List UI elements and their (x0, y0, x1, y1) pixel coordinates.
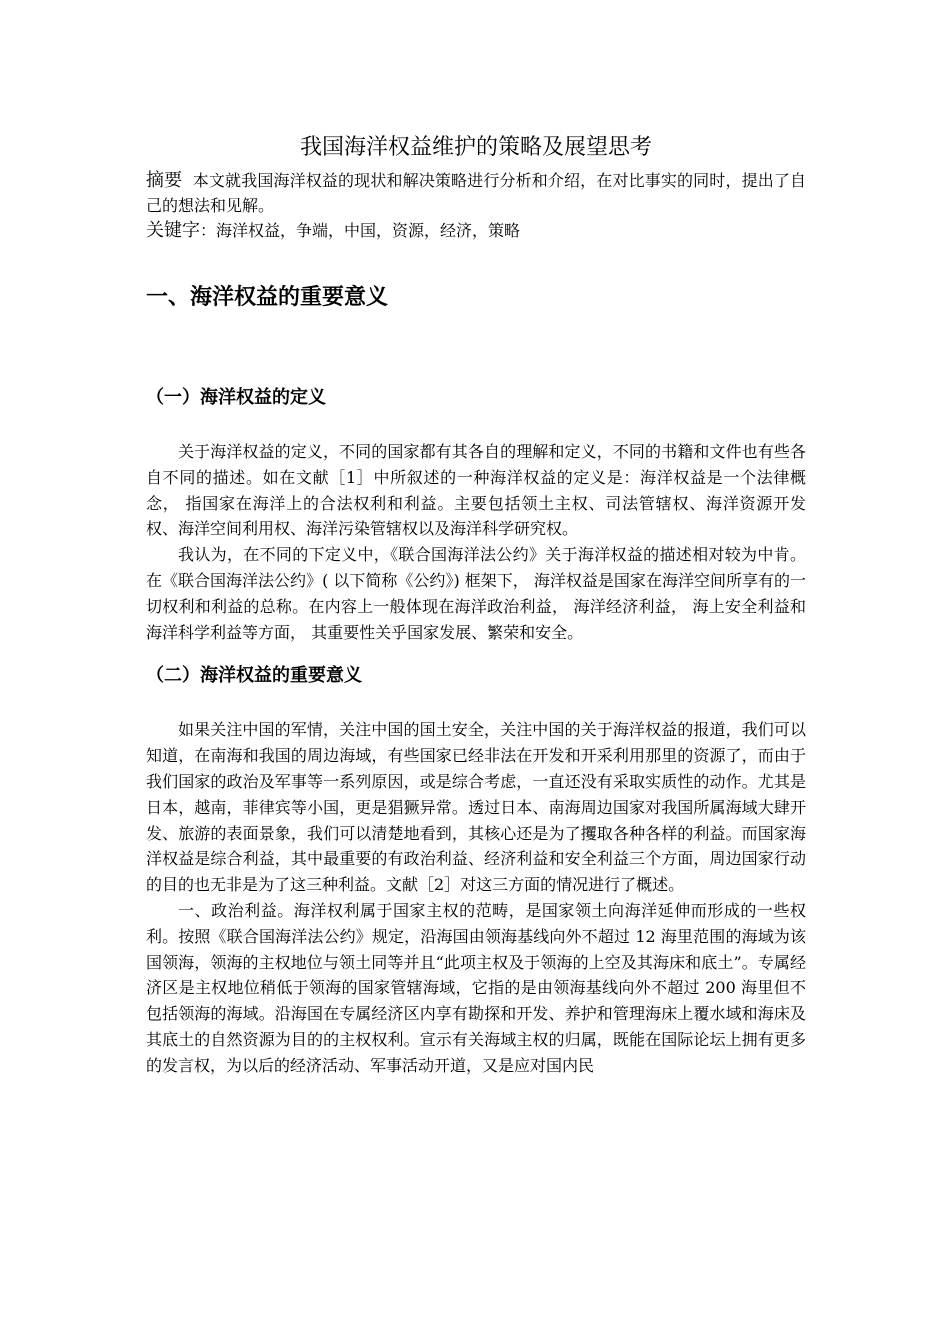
abstract-text: 本文就我国海洋权益的现状和解决策略进行分析和介绍，在对比事实的同时，提出了自己的想法和见解。 (146, 171, 807, 215)
subsection-heading: （二）海洋权益的重要意义 (146, 665, 362, 687)
paragraph: 如果关注中国的军情，关注中国的国土安全，关注中国的关于海洋权益的报道，我们可以知道，在南海和我国的周边海域，有些国家已经非法在开发和开采利用那里的资源了，而由于我们国家的政治及军事等一系列原因，或是综合考虑，一直还没有采取实质性的动作。尤其是日本，越南，菲律宾等小国，更是猖獗异常。透过日本、南海周边国家对我国所属海域大肆开发、旅游的表面景象，我们可以清楚地看到，其核心还是为了攫取各种各样的利益。而国家海洋权益是综合利益，其中最重要的有政治利益、经济利益和安全利益三个方面，周边国家行动的目的也无非是为了这三种利益。文献［2］对这三方面的情况进行了概述。 (146, 720, 806, 895)
keywords-label: 关键字 (146, 220, 200, 241)
document-title: 我国海洋权益维护的策略及展望思考 (299, 135, 652, 160)
abstract-label: 摘要 (146, 170, 183, 191)
subsection-heading: （一）海洋权益的定义 (146, 387, 326, 408)
section-heading: 一、海洋权益的重要意义 (146, 285, 389, 310)
keywords-text: ：海洋权益，争端，中国，资源，经济，策略 (200, 221, 521, 240)
paragraph: 我认为，在不同的下定义中，《联合国海洋法公约》关于海洋权益的描述相对较为中肯。在《联合国海洋法公约》( 以下简称《公约》) 框架下， 海洋权益是国家在海洋空间所享有的一切权利和利益的总称。在内容上一般体现在海洋政治利益， 海洋经济利益， 海上安全利益和海洋科学利益等方面， 其重要性关乎国家发展、繁荣和安全。 (146, 545, 806, 642)
abstract (146, 168, 806, 218)
document-body (146, 130, 806, 1079)
paragraph: 关于海洋权益的定义，不同的国家都有其各自的理解和定义，不同的书籍和文件也有些各自不同的描述。如在文献［1］中所叙述的一种海洋权益的定义是：海洋权益是一个法律概念， 指国家在海洋上的合法权利和利益。主要包括领土主权、司法管辖权、海洋资源开发权、海洋空间利用权、海洋污染管辖权以及海洋科学研究权。 (146, 442, 806, 539)
paragraph: 一、政治利益。海洋权利属于国家主权的范畴，是国家领土向海洋延伸而形成的一些权利。按照《联合国海洋法公约》规定，沿海国由领海基线向外不超过 12 海里范围的海域为该国领海，领海的主权地位与领土同等并且“此项主权及于领海的上空及其海床和底土”。专属经济区是主权地位稍低于领海的国家管辖海域，它指的是由领海基线向外不超过 200 海里但不包括领海的海域。沿海国在专属经济区内享有勘探和开发、养护和管理海床上覆水域和海床及其底土的自然资源为目的的主权权利。宣示有关海域主权的归属，既能在国际论坛上拥有更多的发言权，为以后的经济活动、军事活动开道，又是应对国内民 (146, 900, 806, 1075)
keywords (146, 218, 806, 243)
